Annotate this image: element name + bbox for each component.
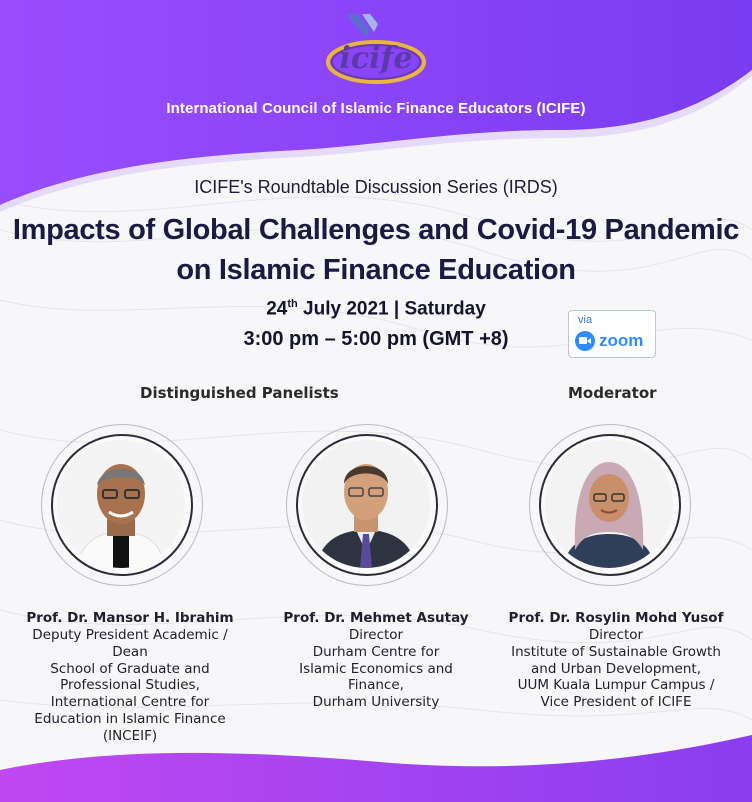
icife-logo-icon [318, 8, 434, 94]
zoom-wordmark: zoom [599, 331, 644, 350]
panelist-role: Deputy President Academic / Dean School of Graduate and Professional Studies, International Centre for Education in Islamic Finance (INCEIF) [32, 627, 228, 744]
zoom-via-label: via [578, 314, 593, 326]
event-title-line2: on Islamic Finance Education [176, 254, 576, 286]
moderator-heading: Moderator [568, 384, 657, 402]
event-time: 3:00 pm – 5:00 pm (GMT +8) [243, 328, 509, 350]
panelist-name: Prof. Dr. Mansor H. Ibrahim [26, 610, 234, 626]
event-series: ICIFE's Roundtable Discussion Series (IRDS) [194, 177, 558, 197]
moderator-photo-rosylin [545, 440, 673, 568]
panelist-photo-mansor [57, 440, 185, 568]
panelists-heading: Distinguished Panelists [140, 384, 339, 402]
icife-logo [318, 8, 434, 94]
organization-name: International Council of Islamic Finance Educators (ICIFE) [166, 100, 586, 117]
moderator-role: Director Institute of Sustainable Growth and Urban Development, UUM Kuala Lumpur Campus / Vice President of ICIFE [511, 627, 721, 711]
panelist-role: Director Durham Centre for Islamic Economics and Finance, Durham University [299, 627, 453, 711]
zoom-camera-icon [575, 331, 595, 351]
zoom-badge [568, 310, 656, 358]
event-title-line1: Impacts of Global Challenges and Covid-19 Pandemic [12, 214, 740, 246]
moderator-name: Prof. Dr. Rosylin Mohd Yusof [508, 610, 724, 626]
panelist-photo-mehmet [302, 440, 430, 568]
panelist-name: Prof. Dr. Mehmet Asutay [283, 610, 469, 626]
svg-text:icife: icife [339, 41, 413, 76]
event-date: 24th July 2021 | Saturday [266, 298, 486, 320]
